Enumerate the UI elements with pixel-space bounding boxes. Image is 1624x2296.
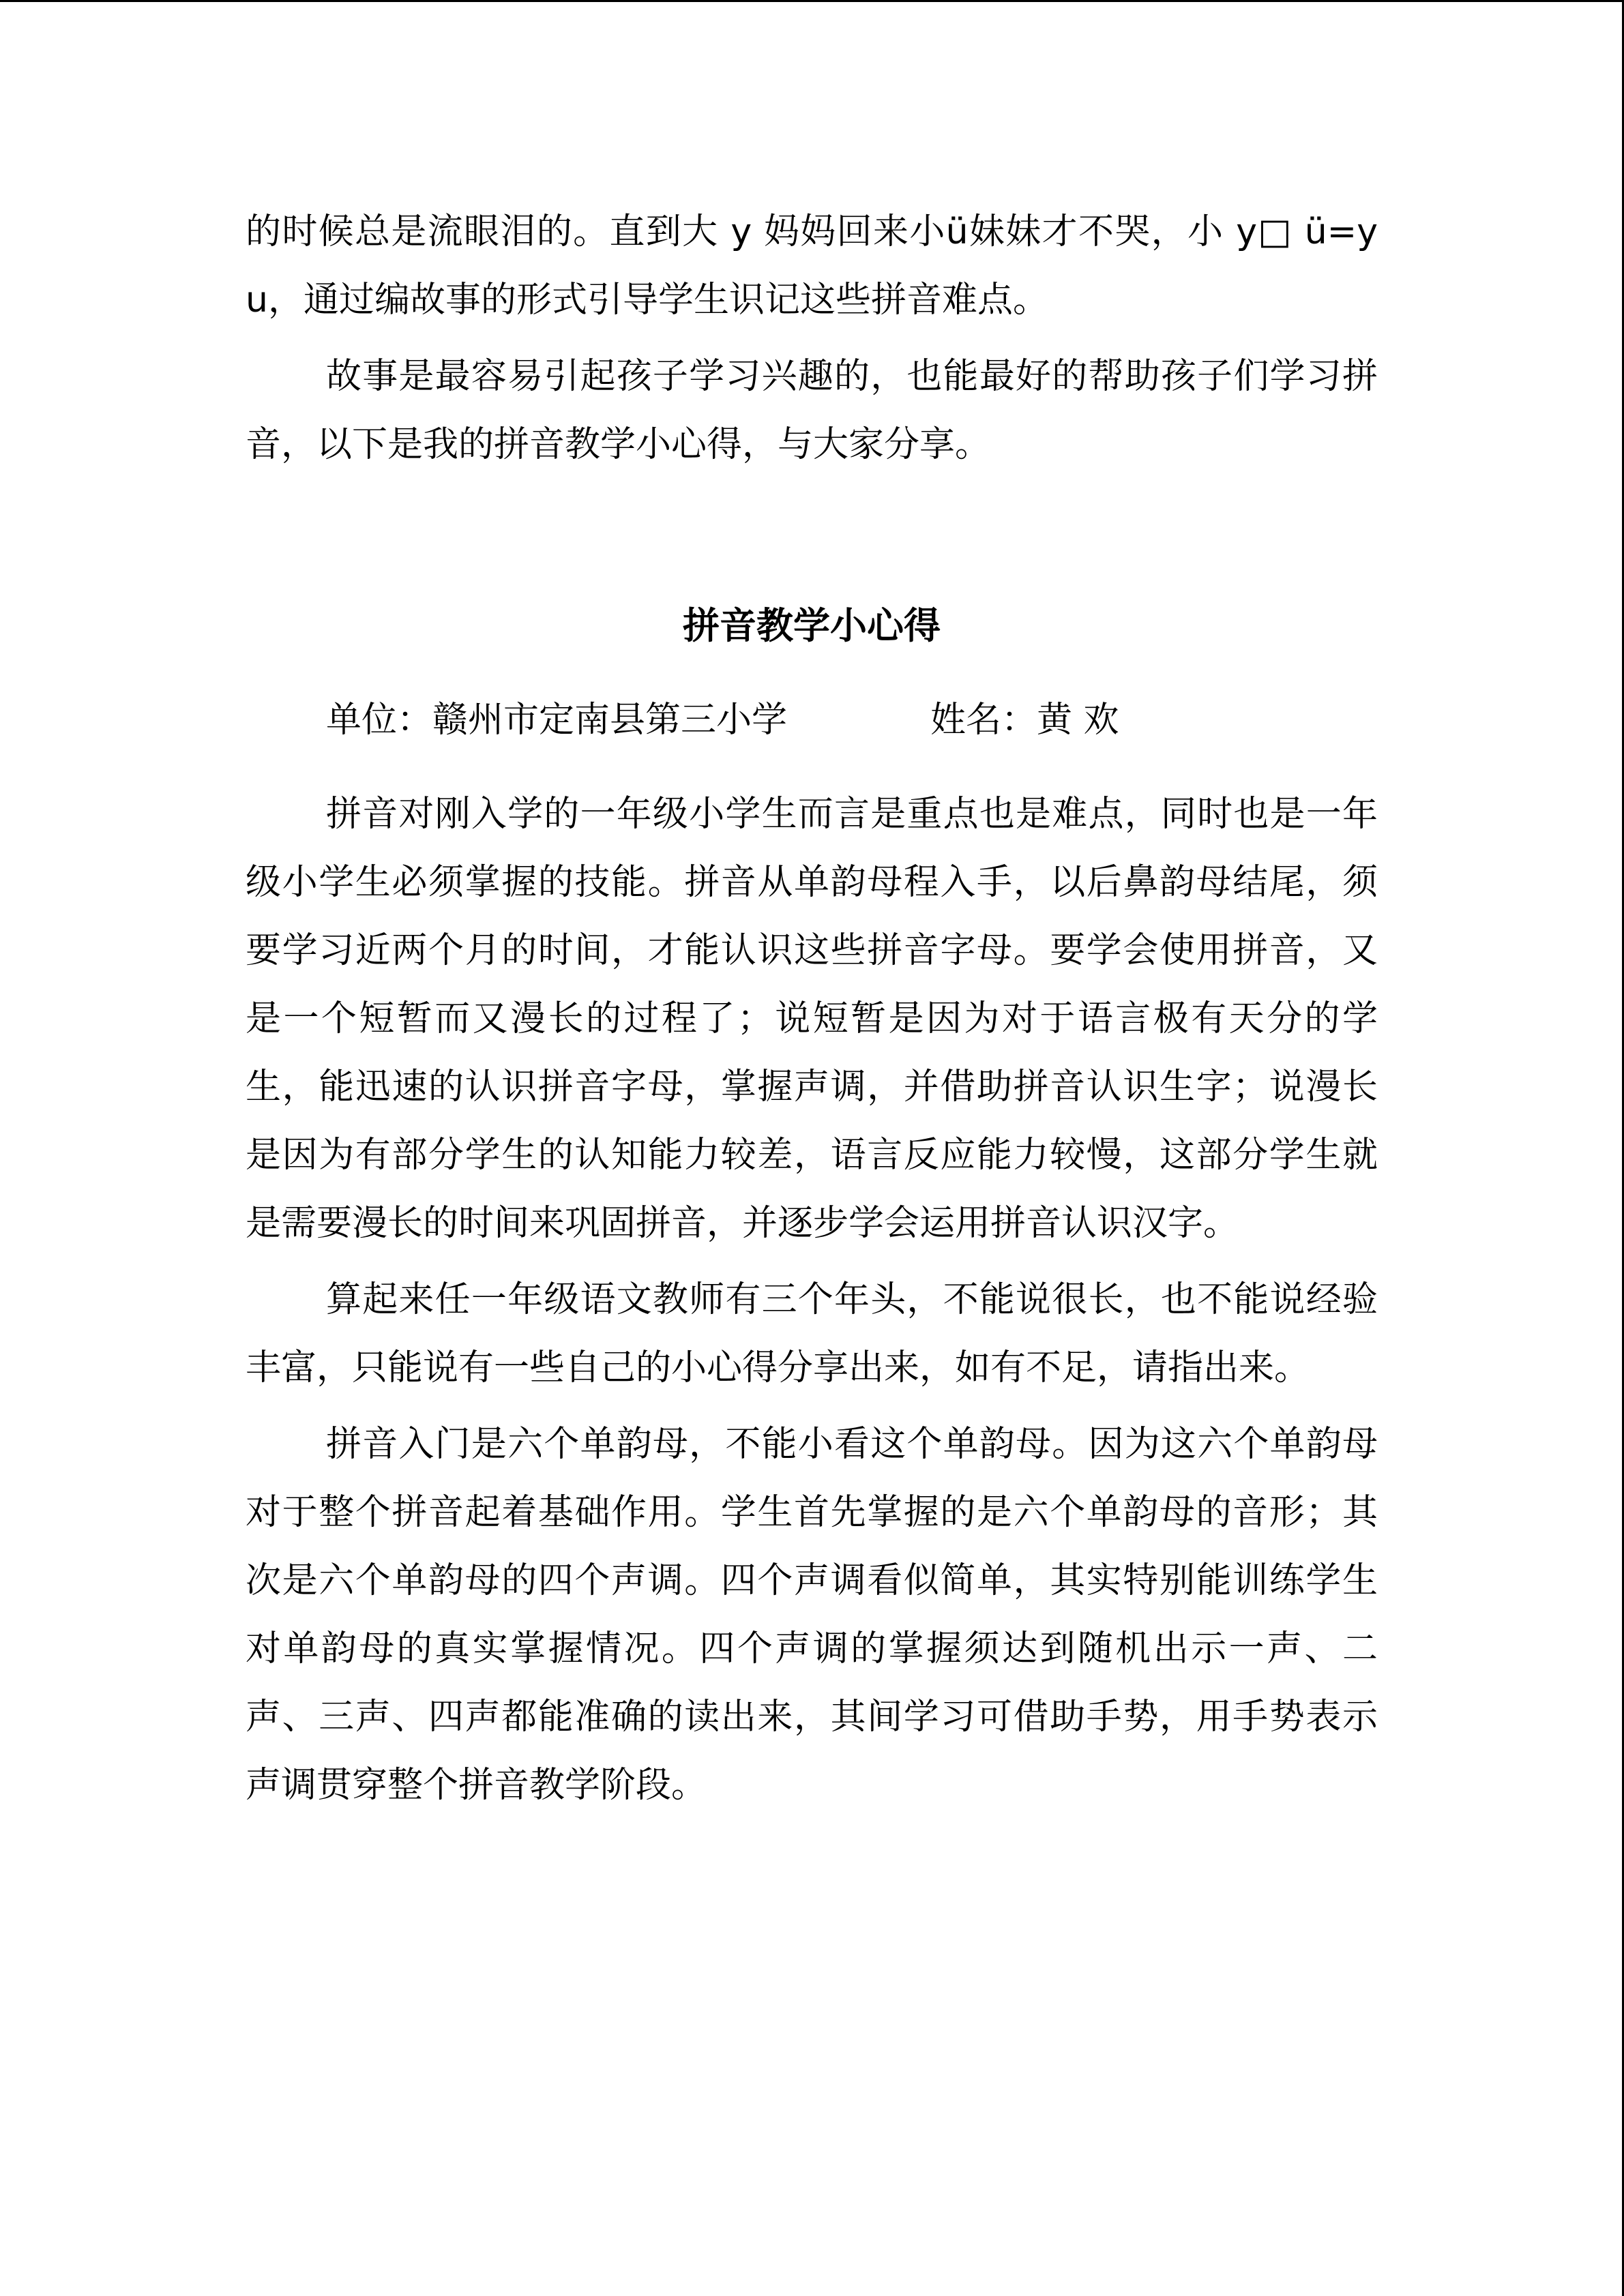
document-body <box>246 198 1378 1828</box>
article-paragraph-3: 拼音入门是六个单韵母，不能小看这个单韵母。因为这六个单韵母对于整个拼音起着基础作用。学生首先掌握的是六个单韵母的音形；其次是六个单韵母的四个声调。四个声调看似简单，其实特别能训练学生对单韵母的真实掌握情况。四个声调的掌握须达到随机出示一声、二声、三声、四声都能准确的读出来，其间学习可借助手势，用手势表示声调贯穿整个拼音教学阶段。 <box>246 1424 1378 1806</box>
article-paragraph-2: 算起来任一年级语文教师有三个年头，不能说很长，也不能说经验丰富，只能说有一些自己的小心得分享出来，如有不足，请指出来。 <box>246 1279 1378 1388</box>
author-name: 姓名：黄 欢 <box>930 700 1119 741</box>
intro-paragraph-2: 故事是最容易引起孩子学习兴趣的，也能最好的帮助孩子们学习拼音，以下是我的拼音教学小心得，与大家分享。 <box>246 356 1378 465</box>
unit-label: 单位：赣州市定南县第三小学 <box>326 700 788 741</box>
article-title: 拼音教学小心得 <box>683 604 941 647</box>
byline <box>246 686 1378 754</box>
section-gap <box>246 487 1378 592</box>
intro-paragraph-1: 的时候总是流眼泪的。直到大 y 妈妈回来小ü妹妹才不哭，小 y□ ü=yu，通过编故事的形式引导学生识记这些拼音难点。 <box>246 211 1378 320</box>
article-paragraph-1: 拼音对刚入学的一年级小学生而言是重点也是难点，同时也是一年级小学生必须掌握的技能。拼音从单韵母程入手，以后鼻韵母结尾，须要学习近两个月的时间，才能认识这些拼音字母。要学会使用拼音，又是一个短暂而又漫长的过程了；说短暂是因为对于语言极有天分的学生，能迅速的认识拼音字母，掌握声调，并借助拼音认识生字；说漫长是因为有部分学生的认知能力较差，语言反应能力较慢，这部分学生就是需要漫长的时间来巩固拼音，并逐步学会运用拼音认识汉字。 <box>246 794 1378 1244</box>
